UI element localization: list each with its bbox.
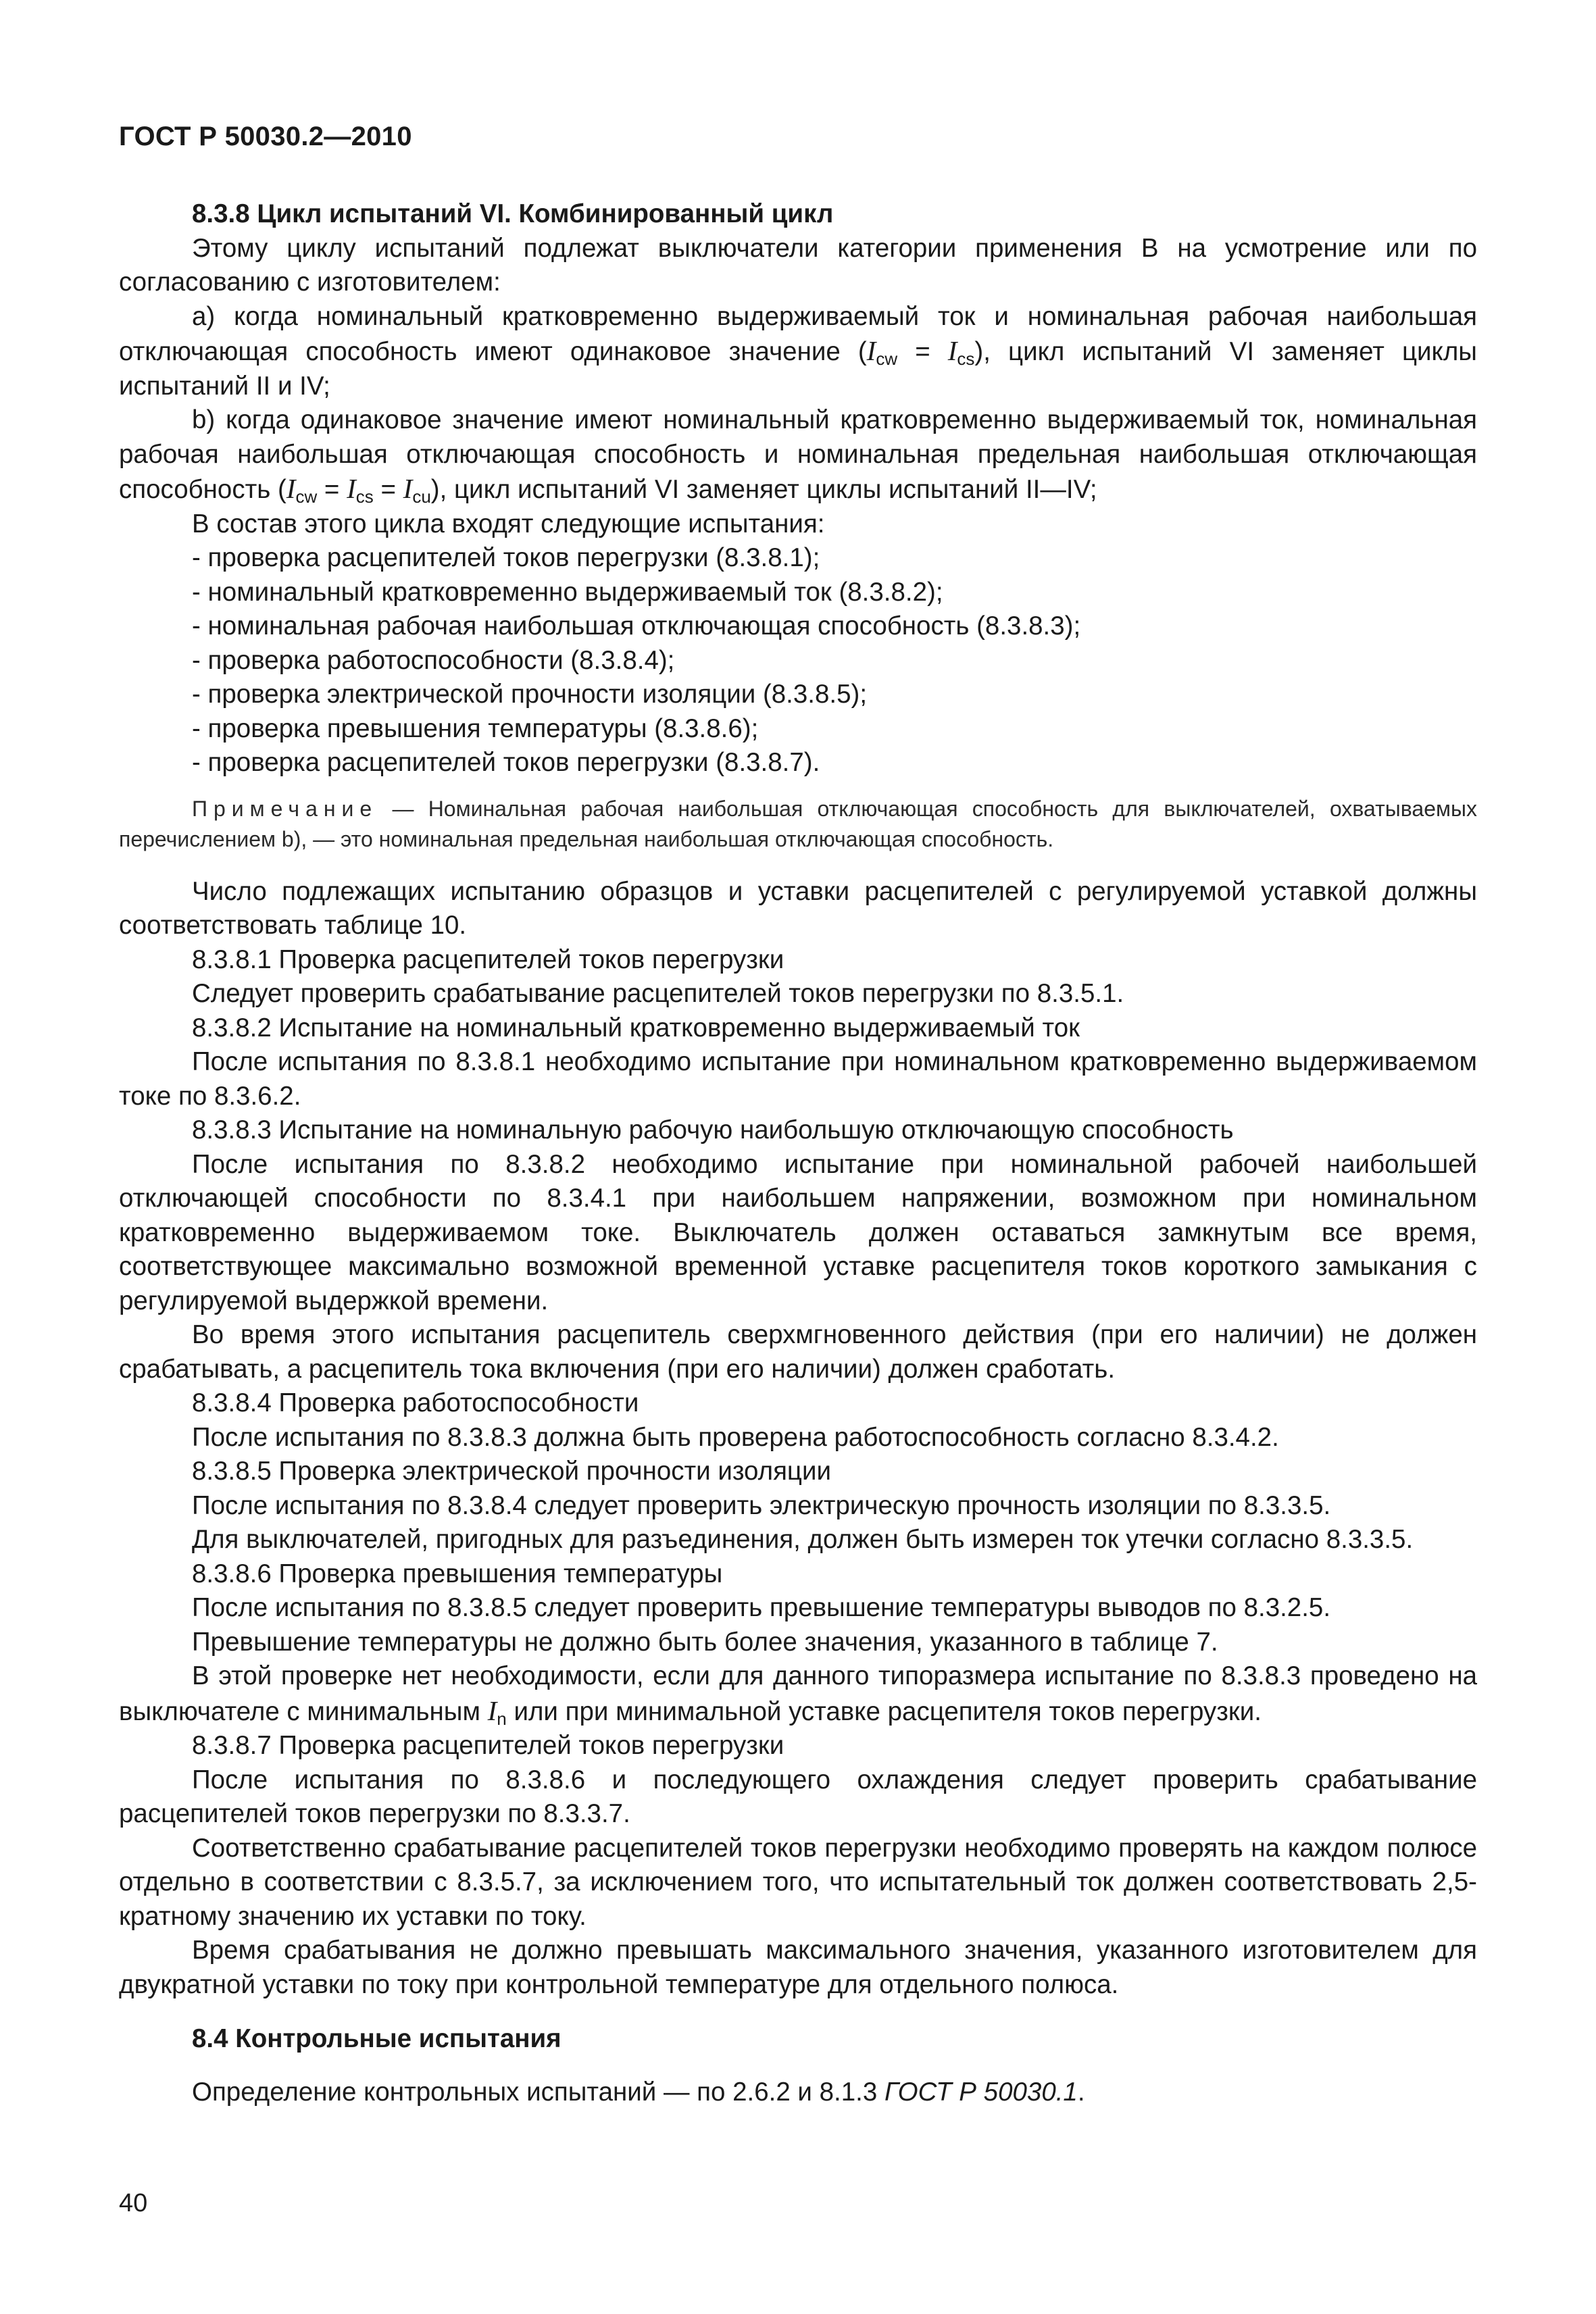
paragraph: В состав этого цикла входят следующие испытания: (192, 509, 825, 538)
subsection-heading: 8.3.8.5 Проверка электрической прочности изоляции (192, 1457, 831, 1486)
note-label: Примечание (192, 796, 378, 821)
standard-reference: ГОСТ Р 50030.1 (884, 2077, 1078, 2107)
paragraph: Соответственно срабатывание расцепителей токов перегрузки необходимо проверять на каждом полюсе отдельно в соответствии с 8.3.5.7, за исключением того, что испытательный ток должен соответствовать 2,5-кратному значению их уставки по току. (119, 1833, 1477, 1931)
paragraph: После испытания по 8.3.8.3 должна быть проверена работоспособность согласно 8.3.4.2. (192, 1422, 1279, 1452)
paragraph: После испытания по 8.3.8.1 необходимо испытание при номинальном кратковременно выдерживаемом токе по 8.3.6.2. (119, 1047, 1477, 1111)
paragraph: Следует проверить срабатывание расцепителей токов перегрузки по 8.3.5.1. (192, 979, 1124, 1008)
paragraph: После испытания по 8.3.8.6 и последующего охлаждения следует проверить срабатывание расцепителей токов перегрузки по 8.3.3.7. (119, 1765, 1477, 1828)
subsection-heading: 8.3.8.7 Проверка расцепителей токов перегрузки (192, 1731, 784, 1760)
paragraph: В этой проверке нет необходимости, если для данного типоразмера испытание по 8.3.8.3 проведено на выключателе с минимальным $I_n$ или при минимальной уставке расцепителя токов перегрузки. (119, 1661, 1477, 1729)
section-heading-8-3-8: 8.3.8 Цикл испытаний VI. Комбинированный цикл (192, 199, 834, 228)
paragraph: Время срабатывания не должно превышать максимального значения, указанного изготовителем для двукратной уставки по току при контрольной температуре для отдельного полюса. (119, 1936, 1477, 1999)
subsection-heading: 8.3.8.3 Испытание на номинальную рабочую наибольшую отключающую способность (192, 1115, 1234, 1145)
subsection-heading: 8.3.8.4 Проверка работоспособности (192, 1388, 639, 1417)
note: Примечание — Номинальная рабочая наибольшая отключающая способность для выключателей, охватываемых перечислением b), — это номинальная предельная наибольшая отключающая способность. (119, 796, 1477, 851)
document-header: ГОСТ Р 50030.2—2010 (119, 122, 412, 151)
subsection-heading: 8.3.8.2 Испытание на номинальный кратковременно выдерживаемый ток (192, 1013, 1080, 1042)
section-heading-8-4: 8.4 Контрольные испытания (192, 2024, 562, 2053)
paragraph: После испытания по 8.3.8.4 следует проверить электрическую прочность изоляции по 8.3.3.5. (192, 1490, 1331, 1520)
list-item: - проверка электрической прочности изоляции (8.3.8.5); (192, 680, 868, 709)
paragraph: После испытания по 8.3.8.5 следует проверить превышение температуры выводов по 8.3.2.5. (192, 1593, 1331, 1622)
list-item: - номинальный кратковременно выдерживаемый ток (8.3.8.2); (192, 577, 943, 607)
paragraph: Превышение температуры не должно быть более значения, указанного в таблице 7. (192, 1627, 1218, 1657)
page-number: 40 (119, 2189, 148, 2217)
paragraph: Число подлежащих испытанию образцов и уставки расцепителей с регулируемой уставкой должны соответствовать таблице 10. (119, 876, 1477, 940)
list-item: - проверка работоспособности (8.3.8.4); (192, 645, 675, 675)
list-item: - проверка расцепителей токов перегрузки (8.3.8.1); (192, 543, 820, 572)
list-item: - проверка превышения температуры (8.3.8.6); (192, 713, 759, 743)
paragraph: Для выключателей, пригодных для разъединения, должен быть измерен ток утечки согласно 8.3.3.5. (192, 1525, 1414, 1554)
paragraph: Определение контрольных испытаний — по 2.6.2 и 8.1.3 ГОСТ Р 50030.1. (192, 2077, 1085, 2107)
list-item-b: b) когда одинаковое значение имеют номинальный кратковременно выдерживаемый ток, номинальная рабочая наибольшая отключающая способность и номинальная предельная наибольшая отключающая способность $(I_{cw} = I_{cs} = I_{cu})$, цикл испытаний VI заменяет циклы испытаний II—IV; (119, 405, 1477, 507)
paragraph: Этому циклу испытаний подлежат выключатели категории применения В на усмотрение или по согласованию с изготовителем: (119, 233, 1477, 297)
paragraph: Во время этого испытания расцепитель сверхмгновенного действия (при его наличии) не должен срабатывать, а расцепитель тока включения (при его наличии) должен сработать. (119, 1320, 1477, 1384)
list-item-a: а) когда номинальный кратковременно выдерживаемый ток и номинальная рабочая наибольшая отключающая способность имеют одинаковое значение $(I_{cw} = I_{cs})$, цикл испытаний VI заменяет циклы испытаний II и IV; (119, 301, 1477, 401)
list-item: - проверка расцепителей токов перегрузки (8.3.8.7). (192, 748, 820, 777)
document-body (119, 196, 1477, 2109)
subsection-heading: 8.3.8.1 Проверка расцепителей токов перегрузки (192, 945, 784, 974)
subsection-heading: 8.3.8.6 Проверка превышения температуры (192, 1559, 723, 1588)
paragraph: После испытания по 8.3.8.2 необходимо испытание при номинальной рабочей наибольшей отключающей способности по 8.3.4.1 при наибольшем напряжении, возможном при номинальном кратковременно выдерживаемом токе. Выключатель должен оставаться замкнутым все время, соответствующее максимально возможной временной уставке расцепителя токов короткого замыкания с регулируемой выдержкой времени. (119, 1149, 1477, 1315)
list-item: - номинальная рабочая наибольшая отключающая способность (8.3.8.3); (192, 611, 1081, 640)
